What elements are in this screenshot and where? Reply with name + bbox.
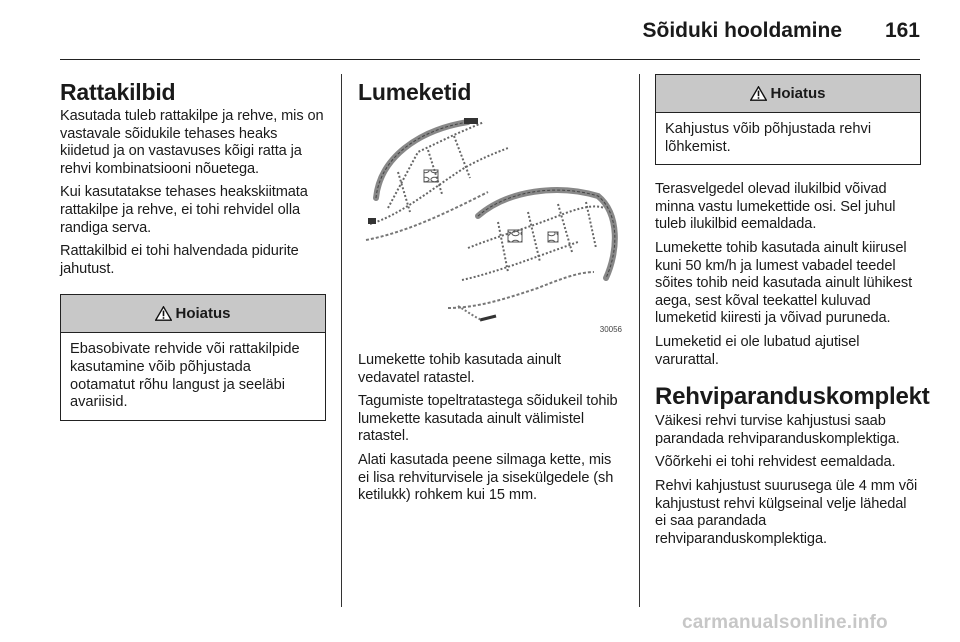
paragraph: Tagumiste topeltratastega sõidukeil tohib lumekette kasutada ainult välimistel ratastel. xyxy=(358,393,618,445)
paragraph: Terasvelgedel olevad ilukilbid võivad minna vastu lumekettide osi. Sel juhul tuleb ilukilbid eemaldada. xyxy=(655,181,896,233)
paragraph: Lumekette tohib kasutada ainult kiirusel kuni 50 km/h ja lumest vabadel teedel sõites tohib neid kasutada ainult lühikest aega, sest kõval teekattel kuluvad lumeketid kiiresti ja võivad puruneda. xyxy=(655,239,913,327)
header-title: Sõiduki hooldamine xyxy=(642,19,842,42)
page-number: 161 xyxy=(884,19,920,42)
paragraph: Rattakilbid ei tohi halvendada pidurite jahutust. xyxy=(60,243,299,277)
snow-chain-illustration xyxy=(358,112,624,334)
section-heading-lumeketid: Lumeketid xyxy=(358,79,472,105)
section-heading-rattakilbid: Rattakilbid xyxy=(60,79,176,105)
paragraph: Väikesi rehvi turvise kahjustusi saab parandada rehviparanduskomplektiga. xyxy=(655,413,900,447)
figure-code: 30056 xyxy=(599,325,622,334)
column-middle xyxy=(358,74,624,511)
paragraph: Rehvi kahjustust suurusega üle 4 mm või kahjustust rehvi külgseinal velje lähedal ei saa parandada rehviparanduskomplektiga. xyxy=(655,477,918,547)
paragraph: Kui kasutatakse tehases heakskiitmata rattakilpe ja rehve, ei tohi rehvidel olla randiga serva. xyxy=(60,184,308,236)
paragraph: Võõrkehi ei tohi rehvidest eemaldada. xyxy=(655,454,896,471)
column-left xyxy=(60,74,326,429)
snow-chain-image xyxy=(358,112,624,334)
column-divider xyxy=(341,74,342,607)
warning-header xyxy=(656,75,920,113)
column-divider xyxy=(639,74,640,607)
paragraph: Kasutada tuleb rattakilpe ja rehve, mis on vastavale sõidukile tehases heaks kiidetud ja on vastavuses kõigi ratta ja rehvi kombinatsiooni nõuetega. xyxy=(60,108,324,177)
warning-box xyxy=(655,74,921,165)
paragraph: Lumekette tohib kasutada ainult vedavatel ratastel. xyxy=(358,352,561,386)
watermark: carmanualsonline.info xyxy=(682,612,888,633)
warning-title: Hoiatus xyxy=(770,85,826,102)
warning-triangle-icon xyxy=(155,306,172,321)
warning-title: Hoiatus xyxy=(175,305,231,323)
page-header xyxy=(60,0,920,60)
paragraph: Alati kasutada peene silmaga kette, mis ei lisa rehviturvisele ja sisekülgedele (sh ketilukk) rohkem kui 15 mm. xyxy=(358,451,614,504)
column-right xyxy=(655,74,930,554)
section-heading-rehviparanduskomplekt: Rehviparanduskomplekt xyxy=(655,383,930,411)
warning-text: Kahjustus võib põhjustada rehvi lõhkemist. xyxy=(665,121,872,155)
warning-triangle-icon xyxy=(750,86,767,101)
warning-header xyxy=(61,295,325,333)
warning-box xyxy=(60,294,326,420)
warning-text: Ebasobivate rehvide või rattakilpide kasutamine võib põhjustada ootamatut rõhu langust ja seeläbi avariisid. xyxy=(70,341,300,411)
paragraph: Lumeketid ei ole lubatud ajutisel varurattal. xyxy=(655,333,860,368)
